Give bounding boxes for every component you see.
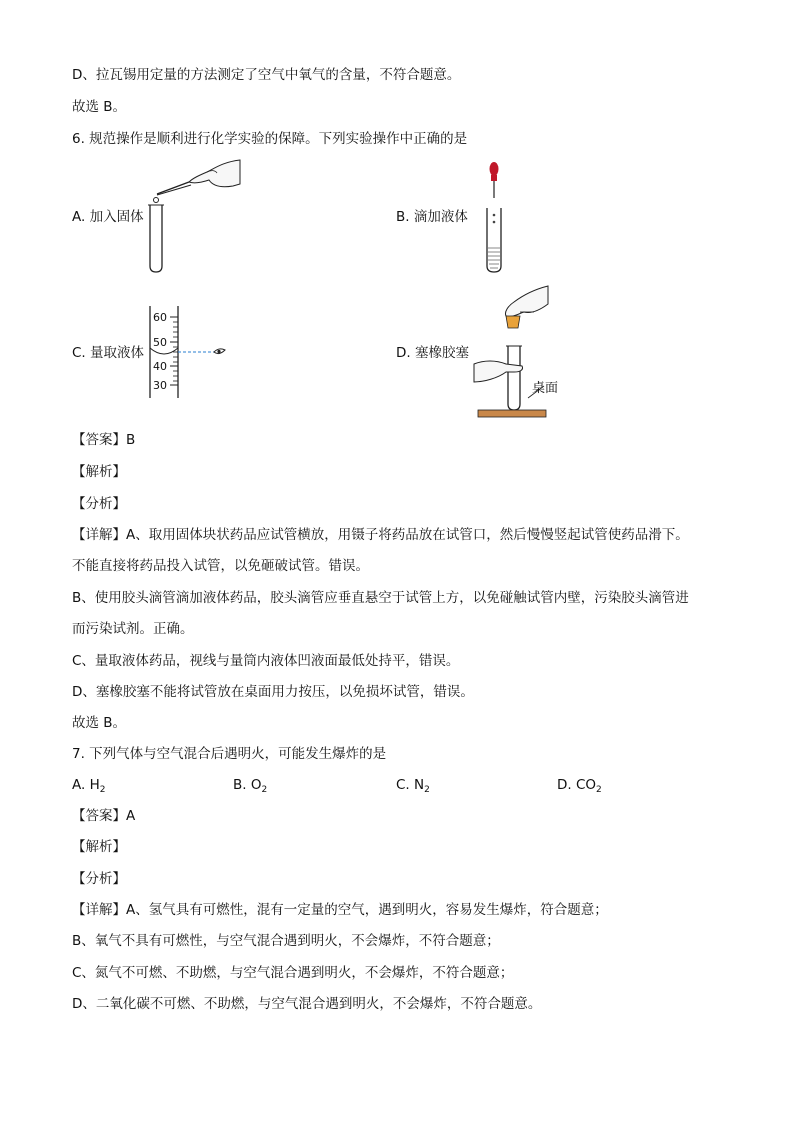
fenxi-heading: 【分析】 xyxy=(72,496,126,512)
question-7-stem: 7. 下列气体与空气混合后遇明火，可能发生爆炸的是 xyxy=(72,746,387,762)
answer-line xyxy=(72,431,135,449)
q7-option-d: D. $CO_2$ xyxy=(557,777,602,795)
option-c-label: C. 量取液体 xyxy=(72,345,145,361)
answer-label: 【答案】 xyxy=(72,432,126,448)
text-line: C、氮气不可燃、不助燃，与空气混合遇到明火，不会爆炸，不符合题意； xyxy=(72,965,514,981)
text-line: C、量取液体药品，视线与量筒内液体凹液面最低处持平，错误。 xyxy=(72,653,460,669)
detail-line xyxy=(72,526,689,544)
q7-option-c: C. $N_2$ xyxy=(396,777,430,795)
desk-label: 桌面 xyxy=(532,381,559,396)
option-c-figure xyxy=(148,304,228,400)
option-b-label: B. 滴加液体 xyxy=(396,209,468,225)
text-line: 故选 B。 xyxy=(72,99,127,115)
tick-label-30: 30 xyxy=(153,379,167,392)
text-line: D、二氧化碳不可燃、不助燃，与空气混合遇到明火，不会爆炸，不符合题意。 xyxy=(72,996,542,1012)
detail-label: 【详解】 xyxy=(72,527,126,543)
analysis-heading: 【解析】 xyxy=(72,839,126,855)
text-line: 故选 B。 xyxy=(72,715,127,731)
detail-label: 【详解】 xyxy=(72,902,126,918)
answer-value: A xyxy=(126,808,136,824)
option-b-figure xyxy=(484,160,506,276)
tick-label-50: 50 xyxy=(153,336,167,349)
option-d-label: D. 塞橡胶塞 xyxy=(396,345,469,361)
tick-label-40: 40 xyxy=(153,360,167,373)
answer-line xyxy=(72,807,135,825)
text-line: B、氧气不具有可燃性，与空气混合遇到明火，不会爆炸，不符合题意； xyxy=(72,933,500,949)
analysis-heading: 【解析】 xyxy=(72,464,126,480)
q7-option-b: B. $O_2$ xyxy=(233,777,268,795)
question-6-stem: 6. 规范操作是顺利进行化学实验的保障。下列实验操作中正确的是 xyxy=(72,131,468,147)
detail-text: A、氢气具有可燃性，混有一定量的空气，遇到明火，容易发生爆炸，符合题意； xyxy=(126,902,608,918)
fenxi-heading: 【分析】 xyxy=(72,871,126,887)
answer-label: 【答案】 xyxy=(72,808,126,824)
tick-label-60: 60 xyxy=(153,311,167,324)
detail-text: A、取用固体块状药品应试管横放，用镊子将药品放在试管口，然后慢慢竖起试管使药品滑下。 xyxy=(126,527,689,543)
text-line: D、拉瓦锡用定量的方法测定了空气中氧气的含量，不符合题意。 xyxy=(72,67,461,83)
text-line: 不能直接将药品投入试管，以免砸破试管。错误。 xyxy=(72,558,369,574)
text-line: 而污染试剂。正确。 xyxy=(72,621,194,637)
text-line: D、塞橡胶塞不能将试管放在桌面用力按压，以免损坏试管，错误。 xyxy=(72,684,474,700)
q7-option-a: A. $H_2$ xyxy=(72,777,106,795)
detail-line xyxy=(72,901,608,919)
option-a-label: A. 加入固体 xyxy=(72,209,144,225)
answer-value: B xyxy=(126,432,136,448)
text-line: B、使用胶头滴管滴加液体药品，胶头滴管应垂直悬空于试管上方，以免碰触试管内壁，污染胶头滴管进 xyxy=(72,590,689,606)
option-a-figure xyxy=(145,158,245,276)
option-d-figure xyxy=(470,286,570,420)
